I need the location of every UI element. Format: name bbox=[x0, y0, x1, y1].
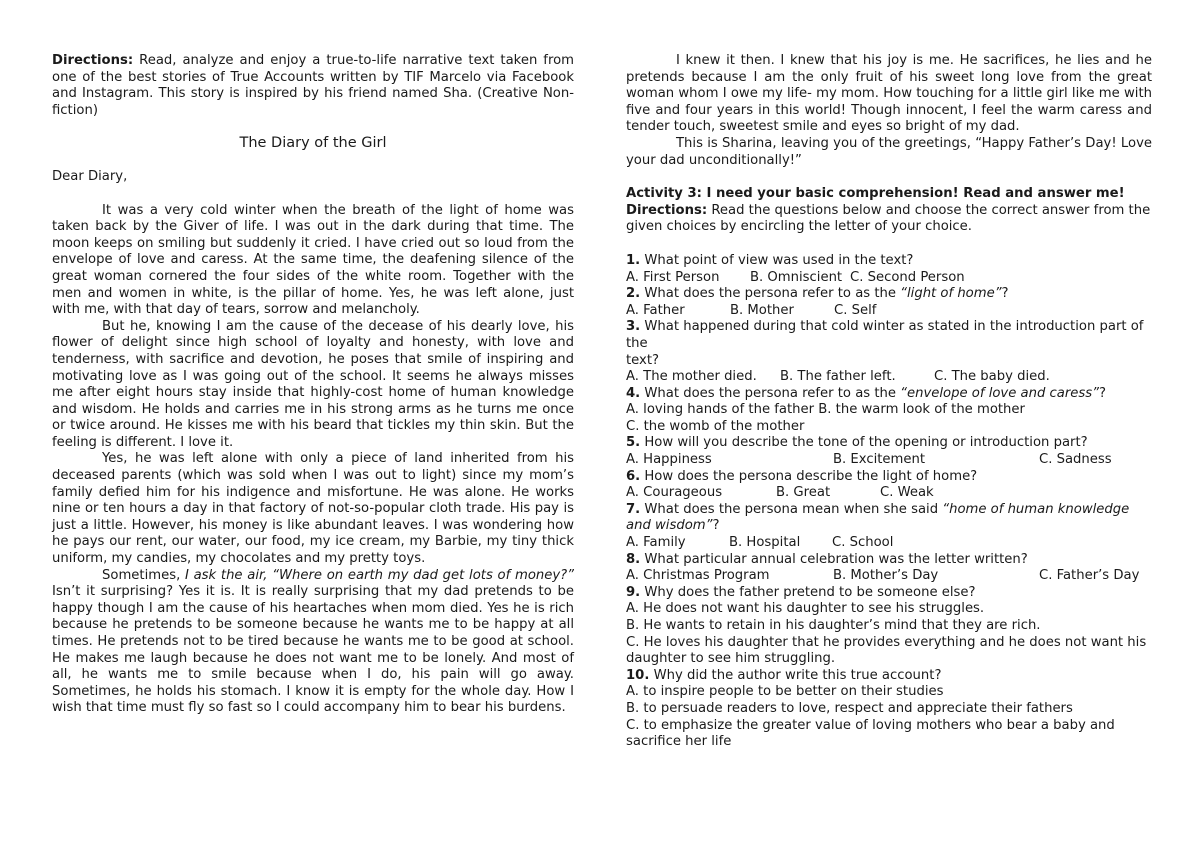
question-end: ? bbox=[1099, 385, 1106, 401]
question-3-choices bbox=[626, 369, 1152, 386]
paragraph-1: It was a very cold winter when the breath of the light of home was taken back by the Giver of life. I was out in the dark during that time. The moon keeps on smiling but suddenly it cried. I have cried out so loud from the envelope of love and caress. At the same time, the deafening silence of the great woman cornered the four sides of the white room. Together with the men and women in white, is the pillar of home. Yes, he was left alone, just with me, with that day of tears, sorrow and melancholy. bbox=[52, 202, 574, 318]
paragraph-6: This is Sharina, leaving you of the greetings, “Happy Father’s Day! Love your dad unconditionally!” bbox=[626, 135, 1152, 168]
paragraph-4-quote: I ask the air, “Where on earth my dad get lots of money?” bbox=[184, 567, 575, 583]
question-3-continued: text? bbox=[626, 352, 660, 368]
choice-a[interactable]: A. He does not want his daughter to see his struggles. bbox=[626, 601, 985, 617]
question-6-choices bbox=[626, 485, 1152, 502]
paragraph-4-start: Sometimes, bbox=[102, 567, 185, 583]
choice-c[interactable]: C. Sadness bbox=[1039, 452, 1112, 468]
question-text: Why does the father pretend to be someone else? bbox=[640, 584, 976, 600]
salutation: Dear Diary, bbox=[52, 168, 128, 184]
question-10 bbox=[626, 668, 1152, 685]
story-title: The Diary of the Girl bbox=[239, 135, 387, 152]
right-column bbox=[626, 53, 1152, 751]
choice-a[interactable]: A. to inspire people to be better on their studies bbox=[626, 684, 944, 700]
question-text: What particular annual celebration was the letter written? bbox=[640, 551, 1028, 567]
question-3 bbox=[626, 319, 1152, 352]
choice-c[interactable]: C. He loves his daughter that he provides everything and he does not want his daughter to see him struggling. bbox=[626, 634, 1147, 667]
question-text: What point of view was used in the text? bbox=[640, 252, 914, 268]
left-column bbox=[52, 53, 574, 717]
directions bbox=[52, 53, 574, 119]
paragraph-4-rest: Isn’t it surprising? Yes it is. It is really surprising that my dad pretends to be happy though I am the cause of his heartaches when mom died. Yes he is rich because he pretends to be someone because he wants me to be happy at all times. He pretends not to be tired because he wants me to be good at school. He makes me laugh because he does not want me to be lonely. And most of all, he wants me to smile because when I do, his pain will go away. Sometimes, he holds his stomach. I know it is empty for the whole day. How I wish that time must fly so fast so I could accompany him to bear his burdens. bbox=[52, 584, 574, 716]
choice-c[interactable]: C. School bbox=[832, 535, 894, 551]
choice-b[interactable]: B. The father left. bbox=[780, 369, 896, 385]
question-quote: “envelope of love and caress” bbox=[900, 385, 1099, 401]
activity-directions-text: Read the questions below and choose the correct answer from the given choices by encircling the letter of your choice. bbox=[626, 202, 1151, 235]
question-text: What does the persona mean when she said bbox=[640, 501, 943, 517]
choice-a[interactable]: A. Happiness bbox=[626, 452, 712, 468]
question-end: ? bbox=[712, 518, 720, 534]
paragraph-3: Yes, he was left alone with only a piece of land inherited from his deceased parents (which was sold when I was out to light) since my mom’s family defied him for his indigence and misfortune. He was alone. He works nine or ten hours a day in that factory of not-so-popular cloth trade. His pay is just a little. However, his money is like abundant leaves. I was wondering how he pays our rent, our water, our food, my ice cream, my Barbie, my tiny thick uniform, my candies, my chocolates and my pretty toys. bbox=[52, 451, 574, 567]
choice-c[interactable]: C. Self bbox=[834, 302, 877, 318]
choice-a[interactable]: A. loving hands of the father bbox=[626, 402, 819, 418]
question-end: ? bbox=[1001, 286, 1009, 302]
question-2 bbox=[626, 286, 1152, 303]
question-9 bbox=[626, 585, 1152, 602]
question-text: What does the persona refer to as the bbox=[640, 385, 901, 401]
choice-c[interactable]: C. The baby died. bbox=[934, 369, 1050, 385]
choice-b[interactable]: B. Excitement bbox=[833, 452, 926, 468]
question-7 bbox=[626, 502, 1152, 535]
choice-b[interactable]: B. Mother’s Day bbox=[833, 568, 939, 584]
choice-b[interactable]: B. Hospital bbox=[729, 535, 801, 551]
question-5-choices bbox=[626, 452, 1152, 469]
question-number: 1. bbox=[626, 252, 641, 268]
question-7-choices bbox=[626, 535, 1152, 552]
question-number: 6. bbox=[626, 468, 641, 484]
question-number: 8. bbox=[626, 551, 641, 567]
question-text: How does the persona describe the light of home? bbox=[640, 468, 978, 484]
question-number: 4. bbox=[626, 385, 641, 401]
activity-directions bbox=[626, 203, 1152, 236]
activity-title: Activity 3: I need your basic comprehension! Read and answer me! bbox=[626, 186, 1125, 202]
activity-directions-label: Directions: bbox=[626, 202, 708, 218]
choice-a[interactable]: A. Family bbox=[626, 535, 686, 551]
choice-a[interactable]: A. Father bbox=[626, 302, 685, 318]
question-quote: “home of human knowledge and wisdom” bbox=[626, 501, 1130, 534]
question-text: What does the persona refer to as the bbox=[640, 286, 901, 302]
question-number: 7. bbox=[626, 501, 641, 517]
choice-a[interactable]: A. Courageous bbox=[626, 485, 723, 501]
question-8 bbox=[626, 552, 1152, 569]
choice-b[interactable]: B. He wants to retain in his daughter’s mind that they are rich. bbox=[626, 618, 1041, 633]
choice-b[interactable]: B. the warm look of the mother bbox=[818, 402, 1025, 418]
question-number: 3. bbox=[626, 319, 641, 335]
question-number: 5. bbox=[626, 435, 641, 451]
question-quote: “light of home” bbox=[900, 286, 1002, 302]
choice-a[interactable]: A. The mother died. bbox=[626, 369, 757, 385]
choice-b[interactable]: B. Great bbox=[776, 485, 831, 501]
question-number: 9. bbox=[626, 584, 641, 600]
question-number: 2. bbox=[626, 286, 641, 302]
question-4-choices bbox=[626, 402, 1152, 419]
choice-a[interactable]: A. First Person bbox=[626, 269, 720, 285]
directions-text: Read, analyze and enjoy a true-to-life narrative text taken from one of the best stories of True Accounts written by TIF Marcelo via Facebook and Instagram. This story is inspired by his friend named Sha. (Creative Non-fiction) bbox=[52, 53, 574, 118]
choice-b[interactable]: B. Omniscient bbox=[750, 269, 843, 285]
question-text: What happened during that cold winter as stated in the introduction part of the bbox=[626, 319, 1144, 351]
choice-c[interactable]: C. Father’s Day bbox=[1039, 568, 1140, 584]
question-text: Why did the author write this true account? bbox=[649, 667, 942, 683]
choice-a[interactable]: A. Christmas Program bbox=[626, 568, 770, 584]
question-number: 10. bbox=[626, 667, 650, 683]
paragraph-2: But he, knowing I am the cause of the decease of his dearly love, his flower of delight since high school of loyalty and honesty, with love and tenderness, with sacrifice and devotion, he poses that smile of inspiring and motivating love as I was going out of the school. It seems he always misses me after eight hours stay inside that highly-cost home of human knowledge and wisdom. He holds and carries me in his strong arms as he turns me once or twice around. He kisses me with his beard that tickles my thin skin. But the feeling is different. I love it. bbox=[52, 318, 574, 450]
choice-b[interactable]: B. to persuade readers to love, respect and appreciate their fathers bbox=[626, 700, 1073, 716]
choice-c[interactable]: C. Weak bbox=[880, 485, 934, 501]
paragraph-5: I knew it then. I knew that his joy is me. He sacrifices, he lies and he pretends because I am the only fruit of his sweet long love from the great woman whom I owe my life- my mom. How touching for a little girl like me with five and four years in this world! Though innocent, I feel the warm caress and tender touch, sweetest smile and eyes so bright of my dad. bbox=[626, 53, 1152, 135]
choice-c[interactable]: C. the womb of the mother bbox=[626, 418, 805, 434]
question-text: How will you describe the tone of the opening or introduction part? bbox=[640, 435, 1088, 451]
question-6 bbox=[626, 469, 1152, 486]
question-4 bbox=[626, 386, 1152, 403]
choice-c[interactable]: C. Second Person bbox=[850, 269, 965, 285]
question-8-choices bbox=[626, 568, 1152, 585]
question-1 bbox=[626, 253, 1152, 270]
choice-b[interactable]: B. Mother bbox=[730, 302, 794, 318]
question-1-choices bbox=[626, 270, 1152, 287]
question-5 bbox=[626, 435, 1152, 452]
directions-label: Directions: bbox=[52, 53, 134, 68]
question-2-choices bbox=[626, 303, 1152, 320]
choice-c[interactable]: C. to emphasize the greater value of loving mothers who bear a baby and sacrifice her life bbox=[626, 717, 1115, 750]
paragraph-4 bbox=[52, 568, 574, 717]
